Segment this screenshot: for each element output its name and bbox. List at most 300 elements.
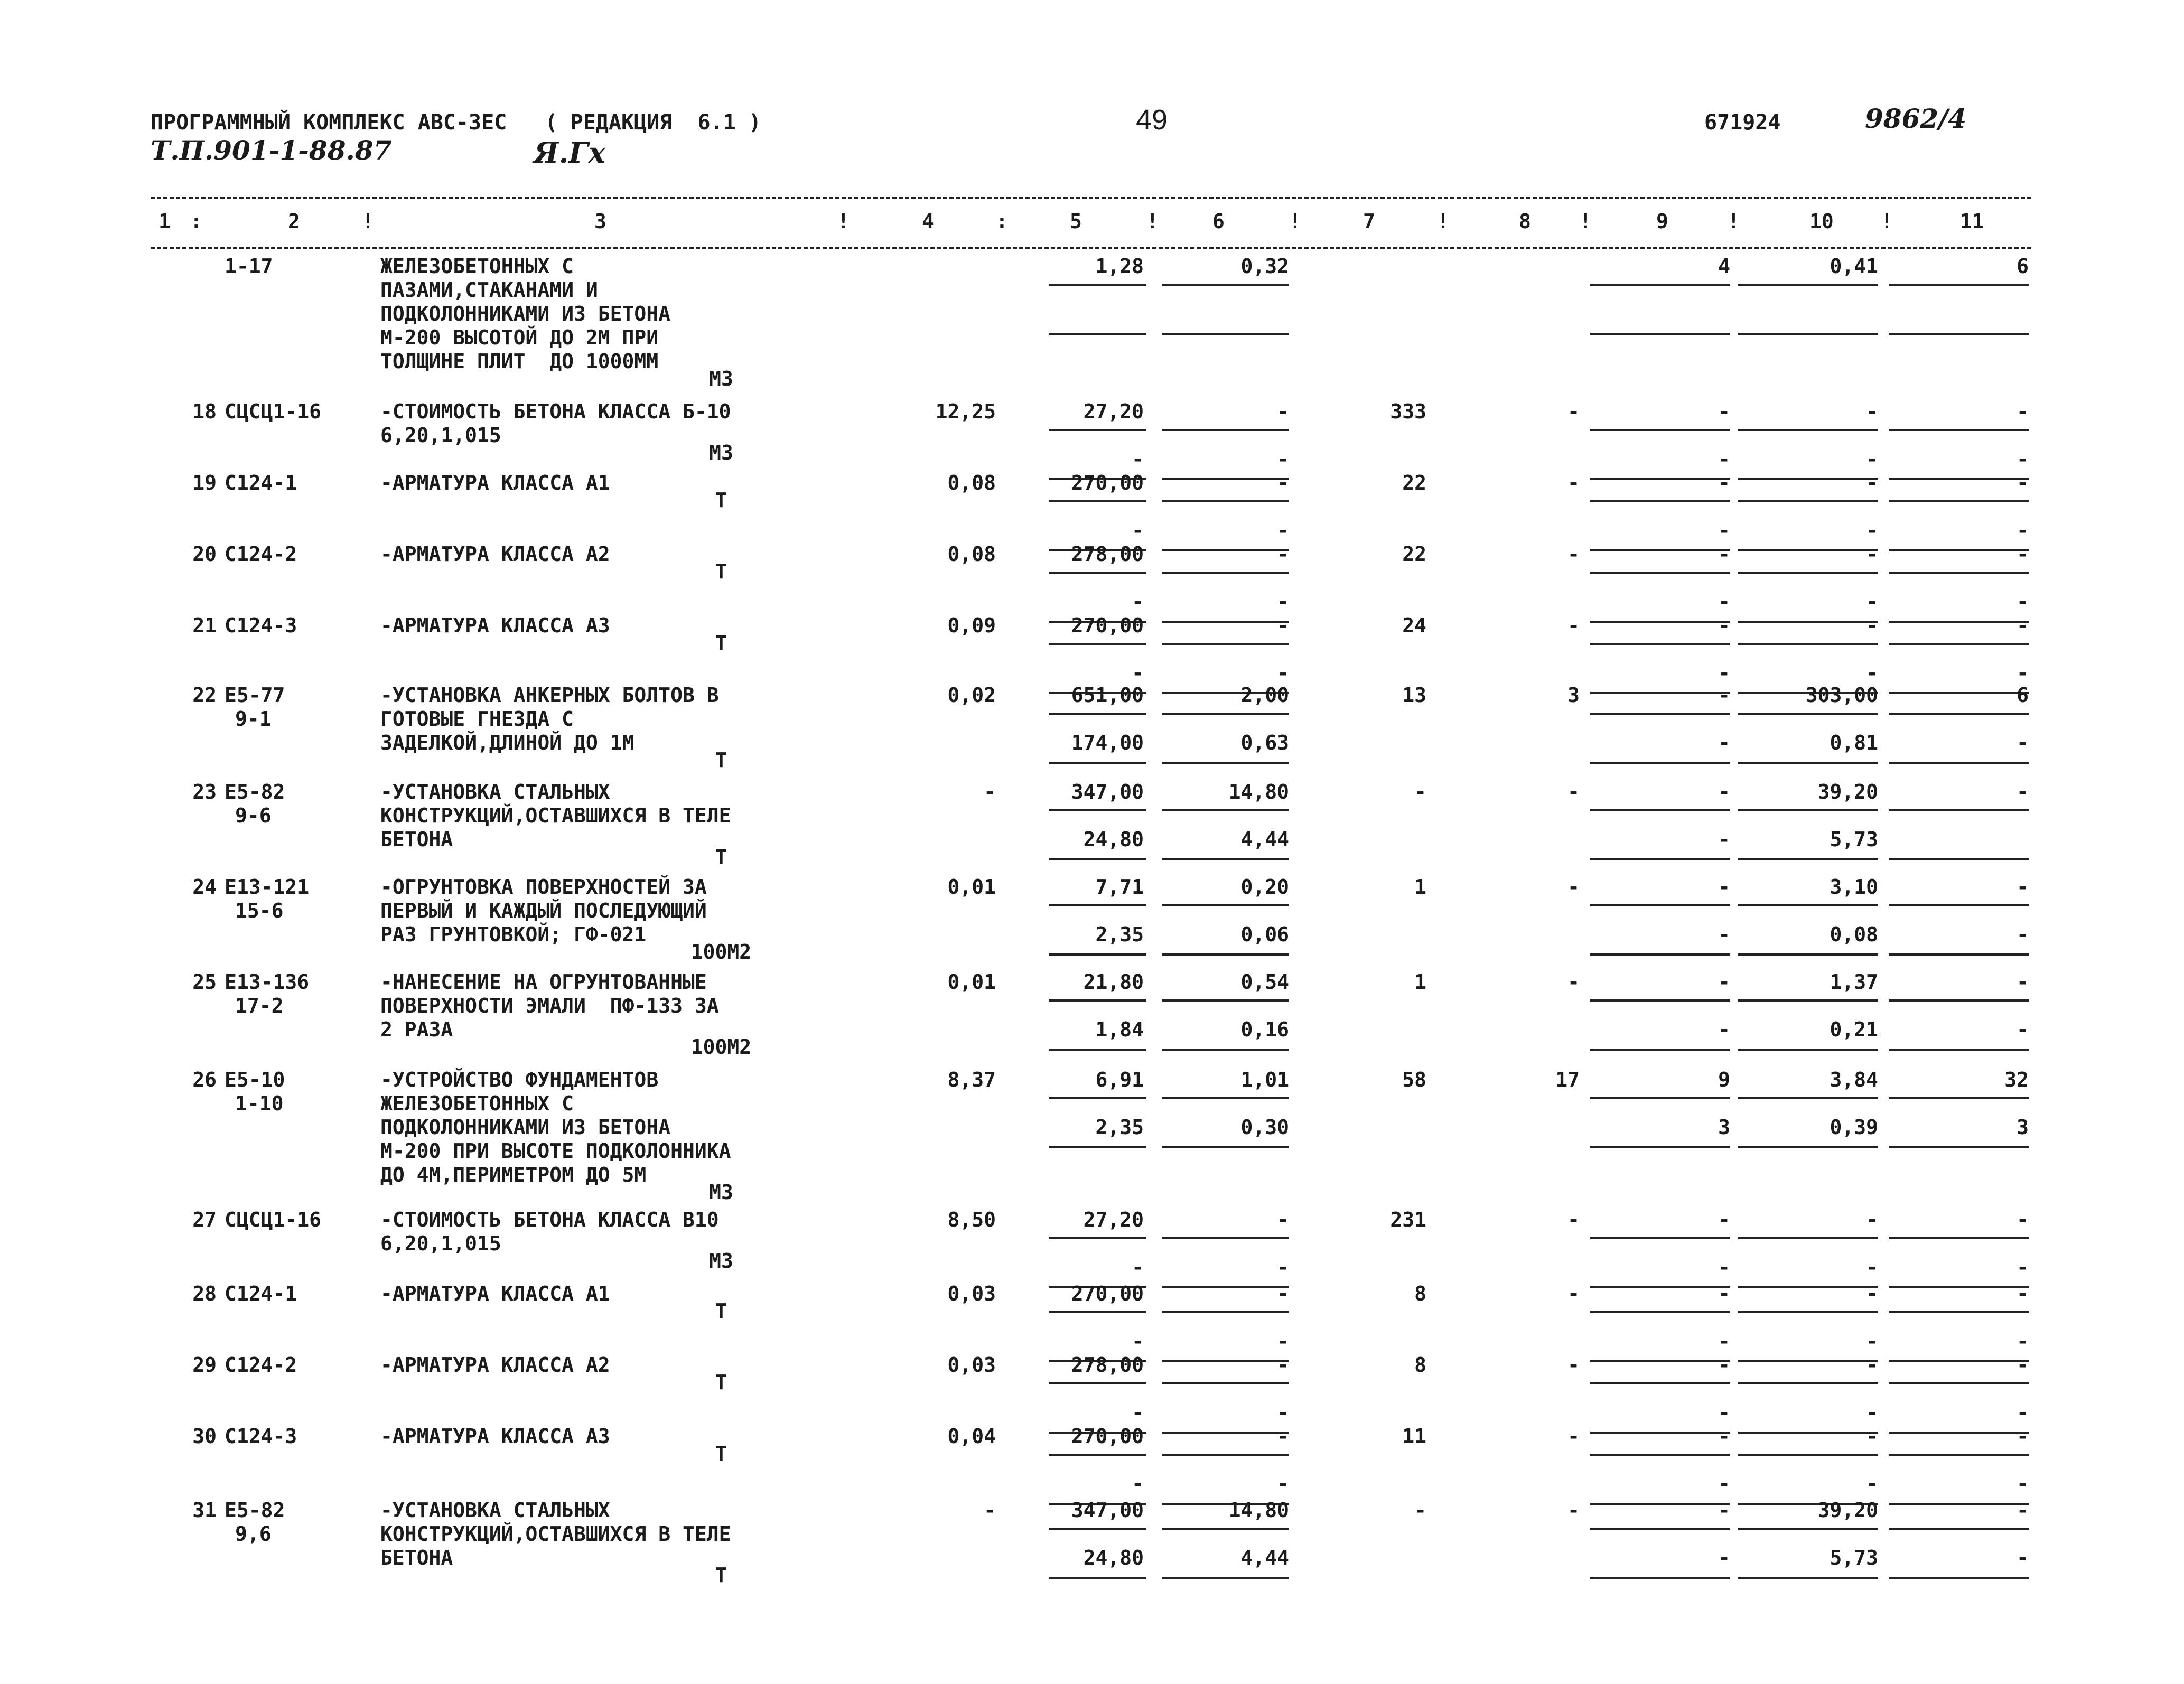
cell-col8: -: [1567, 970, 1580, 994]
cell-col10: -: [1866, 1282, 1878, 1305]
cell-col7: 58: [1402, 1068, 1426, 1091]
value-rule: [1889, 333, 2029, 335]
row-description-line: -НАНЕСЕНИЕ НА ОГРУНТОВАННЫЕ: [380, 970, 707, 994]
cell-col11: -: [2017, 875, 2029, 899]
value-rule: [1738, 1097, 1878, 1099]
value-rule: [1590, 1382, 1730, 1384]
cell-col7: -: [1414, 780, 1426, 803]
row-description-line: ПОДКОЛОННИКАМИ ИЗ БЕТОНА: [380, 302, 671, 325]
row-code: Е5-77: [225, 684, 285, 707]
row-unit: Т: [715, 749, 727, 772]
value-rule: [1049, 1528, 1146, 1530]
cell-col10-secondary: -: [1866, 447, 1878, 471]
value-rule: [1162, 999, 1289, 1002]
value-rule: [1049, 1311, 1146, 1313]
cell-col5-secondary: -: [1132, 590, 1144, 613]
value-rule: [1738, 762, 1878, 764]
cell-col7: 8: [1414, 1282, 1426, 1305]
row-description-line: -ОГРУНТОВКА ПОВЕРХНОСТЕЙ ЗА: [380, 875, 707, 899]
cell-col4: 0,09: [947, 614, 996, 637]
cell-col9-secondary: -: [1718, 1018, 1730, 1041]
cell-col7: 8: [1414, 1353, 1426, 1377]
cell-col11: -: [2017, 1425, 2029, 1448]
value-rule: [1889, 858, 2029, 860]
cell-col11-secondary: -: [2017, 1018, 2029, 1041]
cell-col5-secondary: -: [1132, 1472, 1144, 1495]
row-number: 31: [192, 1499, 217, 1522]
value-rule: [1590, 284, 1730, 286]
column-separator: :: [190, 210, 202, 233]
value-rule: [1889, 999, 2029, 1002]
cell-col5: 651,00: [1071, 684, 1144, 707]
cell-col5-secondary: -: [1132, 1330, 1144, 1353]
row-number: 22: [192, 684, 217, 707]
cell-col6-secondary: -: [1277, 1330, 1289, 1353]
value-rule: [1889, 904, 2029, 906]
cell-col6: 14,80: [1228, 1499, 1289, 1522]
value-rule: [1162, 1097, 1289, 1099]
row-code-secondary: 9-1: [235, 707, 272, 731]
cell-col6: -: [1277, 1282, 1289, 1305]
cell-col4: 8,37: [947, 1068, 996, 1091]
cell-col6-secondary: -: [1277, 1472, 1289, 1495]
cell-col10: 3,84: [1830, 1068, 1878, 1091]
cell-col10-secondary: -: [1866, 661, 1878, 685]
row-number: 27: [192, 1208, 217, 1231]
cell-col9: 9: [1718, 1068, 1730, 1091]
cell-col10: -: [1866, 1208, 1878, 1231]
column-number-6: 6: [1212, 210, 1225, 233]
row-code: 1-17: [225, 255, 273, 278]
cell-col5-secondary: -: [1132, 1401, 1144, 1424]
program-title: ПРОГРАММНЫЙ КОМПЛЕКС АВС-3ЕС ( РЕДАКЦИЯ 6.1 ): [151, 110, 761, 135]
cell-col6-secondary: -: [1277, 519, 1289, 542]
cell-col10-secondary: -: [1866, 1472, 1878, 1495]
cell-col11-secondary: -: [2017, 1330, 2029, 1353]
value-rule: [1049, 333, 1146, 335]
column-separator: !: [1580, 210, 1592, 233]
cell-col10: -: [1866, 471, 1878, 494]
cell-col6-secondary: 0,16: [1240, 1018, 1289, 1041]
cell-col6-secondary: -: [1277, 590, 1289, 613]
value-rule: [1889, 572, 2029, 574]
cell-col7: 1: [1414, 875, 1426, 899]
cell-col6-secondary: -: [1277, 661, 1289, 685]
cell-col11: -: [2017, 1282, 2029, 1305]
value-rule: [1049, 858, 1146, 860]
cell-col10: 39,20: [1817, 1499, 1878, 1522]
table-header-rule: [151, 247, 2031, 249]
row-code: С124-1: [225, 471, 297, 494]
cell-col7: 13: [1402, 684, 1426, 707]
cell-col6: -: [1277, 614, 1289, 637]
row-code-secondary: 9,6: [235, 1522, 272, 1546]
value-rule: [1049, 1382, 1146, 1384]
cell-col7: 22: [1402, 542, 1426, 566]
column-separator: !: [1146, 210, 1159, 233]
value-rule: [1590, 999, 1730, 1002]
row-description-line: БЕТОНА: [380, 828, 453, 851]
row-description-line: ПЕРВЫЙ И КАЖДЫЙ ПОСЛЕДУЮЩИЙ: [380, 899, 707, 922]
cell-col10-secondary: -: [1866, 590, 1878, 613]
cell-col5-secondary: 24,80: [1083, 1546, 1144, 1569]
cell-col10: 303,00: [1805, 684, 1878, 707]
value-rule: [1590, 643, 1730, 645]
cell-col11-secondary: -: [2017, 590, 2029, 613]
cell-col4: 0,03: [947, 1353, 996, 1377]
cell-col9: -: [1718, 684, 1730, 707]
column-number-3: 3: [594, 210, 606, 233]
value-rule: [1049, 643, 1146, 645]
value-rule: [1889, 953, 2029, 956]
cell-col9: -: [1718, 1425, 1730, 1448]
cell-col6: -: [1277, 471, 1289, 494]
value-rule: [1889, 1237, 2029, 1239]
value-rule: [1162, 1454, 1289, 1456]
row-description-line: М-200 ВЫСОТОЙ ДО 2М ПРИ: [380, 326, 659, 349]
cell-col9-secondary: -: [1718, 447, 1730, 471]
cell-col8: -: [1567, 614, 1580, 637]
value-rule: [1162, 1382, 1289, 1384]
cell-col5: 278,00: [1071, 1353, 1144, 1377]
cell-col5: 1,28: [1095, 255, 1144, 278]
cell-col11: 6: [2017, 255, 2029, 278]
row-unit: Т: [715, 1442, 727, 1465]
cell-col11-secondary: -: [2017, 1256, 2029, 1279]
row-description-line: РАЗ ГРУНТОВКОЙ; ГФ-021: [380, 923, 647, 946]
value-rule: [1590, 1146, 1730, 1148]
row-description-line: 2 РАЗА: [380, 1018, 453, 1041]
row-description-line: ПОДКОЛОННИКАМИ ИЗ БЕТОНА: [380, 1116, 671, 1139]
value-rule: [1049, 953, 1146, 956]
row-code: С124-3: [225, 614, 297, 637]
row-code-secondary: 17-2: [235, 994, 284, 1017]
cell-col9-secondary: -: [1718, 923, 1730, 946]
value-rule: [1162, 1528, 1289, 1530]
cell-col6: 0,32: [1240, 255, 1289, 278]
cell-col10-secondary: 0,39: [1830, 1116, 1878, 1139]
cell-col4: 0,01: [947, 970, 996, 994]
row-number: 28: [192, 1282, 217, 1305]
value-rule: [1738, 999, 1878, 1002]
cell-col9-secondary: -: [1718, 661, 1730, 685]
value-rule: [1590, 1049, 1730, 1051]
value-rule: [1162, 858, 1289, 860]
value-rule: [1738, 713, 1878, 715]
row-description-line: -УСТРОЙСТВО ФУНДАМЕНТОВ: [380, 1068, 659, 1091]
value-rule: [1049, 999, 1146, 1002]
value-rule: [1889, 500, 2029, 502]
cell-col6-secondary: -: [1277, 1401, 1289, 1424]
row-description-line: ЖЕЛЕЗОБЕТОННЫХ С: [380, 255, 574, 278]
row-unit: М3: [709, 1249, 733, 1273]
value-rule: [1049, 1577, 1146, 1579]
cell-col6: 0,20: [1240, 875, 1289, 899]
value-rule: [1889, 429, 2029, 431]
value-rule: [1590, 713, 1730, 715]
value-rule: [1162, 713, 1289, 715]
cell-col6: 1,01: [1240, 1068, 1289, 1091]
cell-col6-secondary: 4,44: [1240, 1546, 1289, 1569]
row-unit: Т: [715, 489, 727, 512]
value-rule: [1738, 1146, 1878, 1148]
row-description-line: ЗАДЕЛКОЙ,ДЛИНОЙ ДО 1М: [380, 731, 634, 754]
page-number: 49: [1136, 104, 1168, 136]
row-code: Е5-82: [225, 1499, 285, 1522]
row-unit: М3: [709, 367, 733, 390]
value-rule: [1049, 1237, 1146, 1239]
row-code: СЦСЦ1-16: [225, 1208, 322, 1231]
value-rule: [1889, 809, 2029, 811]
cell-col10-secondary: -: [1866, 519, 1878, 542]
cell-col4: 0,03: [947, 1282, 996, 1305]
value-rule: [1889, 1382, 2029, 1384]
cell-col6-secondary: 0,06: [1240, 923, 1289, 946]
cell-col8: -: [1567, 1425, 1580, 1448]
cell-col8: -: [1567, 1282, 1580, 1305]
cell-col6: -: [1277, 1353, 1289, 1377]
cell-col11-secondary: -: [2017, 1472, 2029, 1495]
row-number: 29: [192, 1353, 217, 1377]
cell-col10: -: [1866, 614, 1878, 637]
row-number: 30: [192, 1425, 217, 1448]
value-rule: [1162, 429, 1289, 431]
cell-col5-secondary: -: [1132, 447, 1144, 471]
cell-col9-secondary: -: [1718, 731, 1730, 754]
document-code: 671924: [1704, 110, 1781, 135]
cell-col9: 4: [1718, 255, 1730, 278]
cell-col5: 270,00: [1071, 1282, 1144, 1305]
column-number-8: 8: [1519, 210, 1531, 233]
row-description-line: -АРМАТУРА КЛАССА А1: [380, 1282, 610, 1305]
cell-col9: -: [1718, 1208, 1730, 1231]
value-rule: [1049, 713, 1146, 715]
value-rule: [1162, 1311, 1289, 1313]
cell-col9: -: [1718, 400, 1730, 423]
cell-col10: -: [1866, 542, 1878, 566]
column-separator: !: [1728, 210, 1740, 233]
row-unit: Т: [715, 1371, 727, 1394]
value-rule: [1162, 762, 1289, 764]
column-separator: !: [362, 210, 374, 233]
column-separator: !: [837, 210, 850, 233]
cell-col10: -: [1866, 400, 1878, 423]
value-rule: [1049, 809, 1146, 811]
value-rule: [1738, 1049, 1878, 1051]
column-number-7: 7: [1363, 210, 1375, 233]
cell-col6: 0,54: [1240, 970, 1289, 994]
value-rule: [1590, 1097, 1730, 1099]
cell-col5: 21,80: [1083, 970, 1144, 994]
cell-col10-secondary: -: [1866, 1330, 1878, 1353]
cell-col5-secondary: 24,80: [1083, 828, 1144, 851]
cell-col9: -: [1718, 614, 1730, 637]
row-description-line: -УСТАНОВКА СТАЛЬНЫХ: [380, 780, 610, 803]
row-unit: 100М2: [690, 1035, 752, 1059]
row-code-secondary: 9-6: [235, 804, 272, 827]
value-rule: [1738, 1237, 1878, 1239]
row-description-line: КОНСТРУКЦИЙ,ОСТАВШИХСЯ В ТЕЛЕ: [380, 804, 731, 827]
value-rule: [1590, 953, 1730, 956]
cell-col11: -: [2017, 400, 2029, 423]
column-number-11: 11: [1960, 210, 1984, 233]
row-code: СЦСЦ1-16: [225, 400, 322, 423]
row-code: С124-2: [225, 1353, 297, 1377]
row-number: 21: [192, 614, 217, 637]
value-rule: [1590, 1577, 1730, 1579]
value-rule: [1889, 1146, 2029, 1148]
column-separator: :: [996, 210, 1008, 233]
row-description-line: 6,20,1,015: [380, 1232, 501, 1255]
cell-col9: -: [1718, 875, 1730, 899]
cell-col11: -: [2017, 471, 2029, 494]
row-description-line: КОНСТРУКЦИЙ,ОСТАВШИХСЯ В ТЕЛЕ: [380, 1522, 731, 1546]
value-rule: [1590, 904, 1730, 906]
cell-col10-secondary: 5,73: [1830, 828, 1878, 851]
cell-col7: -: [1414, 1499, 1426, 1522]
value-rule: [1590, 1311, 1730, 1313]
value-rule: [1162, 643, 1289, 645]
cell-col8: -: [1567, 875, 1580, 899]
cell-col5: 347,00: [1071, 780, 1144, 803]
cell-col11-secondary: 3: [2017, 1116, 2029, 1139]
cell-col11: -: [2017, 970, 2029, 994]
cell-col6-secondary: -: [1277, 447, 1289, 471]
cell-col11: -: [2017, 614, 2029, 637]
value-rule: [1590, 333, 1730, 335]
row-unit: Т: [715, 1564, 727, 1587]
value-rule: [1590, 572, 1730, 574]
cell-col4: 8,50: [947, 1208, 996, 1231]
column-separator: !: [1881, 210, 1893, 233]
value-rule: [1590, 1528, 1730, 1530]
row-description-line: М-200 ПРИ ВЫСОТЕ ПОДКОЛОННИКА: [380, 1139, 731, 1163]
cell-col11-secondary: -: [2017, 519, 2029, 542]
cell-col9-secondary: -: [1718, 1330, 1730, 1353]
cell-col9-secondary: 3: [1718, 1116, 1730, 1139]
row-description-line: ГОТОВЫЕ ГНЕЗДА С: [380, 707, 574, 731]
cell-col5: 27,20: [1083, 400, 1144, 423]
value-rule: [1738, 1454, 1878, 1456]
value-rule: [1889, 1577, 2029, 1579]
row-number: 19: [192, 471, 217, 494]
row-code-secondary: 1-10: [235, 1092, 284, 1115]
row-description-line: 6,20,1,015: [380, 424, 501, 447]
cell-col4: 0,04: [947, 1425, 996, 1448]
value-rule: [1590, 429, 1730, 431]
cell-col7: 231: [1390, 1208, 1426, 1231]
value-rule: [1738, 1382, 1878, 1384]
value-rule: [1738, 1577, 1878, 1579]
row-code: Е5-10: [225, 1068, 285, 1091]
value-rule: [1738, 1528, 1878, 1530]
value-rule: [1049, 500, 1146, 502]
cell-col5-secondary: 1,84: [1095, 1018, 1144, 1041]
value-rule: [1049, 1454, 1146, 1456]
cell-col7: 24: [1402, 614, 1426, 637]
column-number-4: 4: [922, 210, 934, 233]
cell-col9-secondary: -: [1718, 1472, 1730, 1495]
value-rule: [1738, 572, 1878, 574]
cell-col11: 6: [2017, 684, 2029, 707]
value-rule: [1162, 904, 1289, 906]
cell-col5: 270,00: [1071, 614, 1144, 637]
cell-col5: 7,71: [1095, 875, 1144, 899]
cell-col8: -: [1567, 780, 1580, 803]
value-rule: [1889, 1311, 2029, 1313]
row-description-line: -УСТАНОВКА СТАЛЬНЫХ: [380, 1499, 610, 1522]
value-rule: [1738, 858, 1878, 860]
cell-col6: 2,00: [1240, 684, 1289, 707]
row-unit: Т: [715, 845, 727, 868]
row-description-line: ЖЕЛЕЗОБЕТОННЫХ С: [380, 1092, 574, 1115]
row-unit: М3: [709, 441, 733, 464]
row-number: 26: [192, 1068, 217, 1091]
value-rule: [1162, 1577, 1289, 1579]
row-code: С124-2: [225, 542, 297, 566]
cell-col8: 3: [1567, 684, 1580, 707]
row-number: 20: [192, 542, 217, 566]
cell-col11: 32: [2004, 1068, 2029, 1091]
value-rule: [1889, 284, 2029, 286]
cell-col11-secondary: -: [2017, 1546, 2029, 1569]
cell-col5: 347,00: [1071, 1499, 1144, 1522]
cell-col5: 6,91: [1095, 1068, 1144, 1091]
row-code-secondary: 15-6: [235, 899, 284, 922]
value-rule: [1738, 500, 1878, 502]
cell-col11-secondary: -: [2017, 923, 2029, 946]
row-description-line: -АРМАТУРА КЛАССА А2: [380, 542, 610, 566]
cell-col9: -: [1718, 780, 1730, 803]
value-rule: [1889, 1049, 2029, 1051]
row-description-line: БЕТОНА: [380, 1546, 453, 1569]
cell-col11: -: [2017, 1499, 2029, 1522]
value-rule: [1162, 1237, 1289, 1239]
cell-col6-secondary: 4,44: [1240, 828, 1289, 851]
column-number-10: 10: [1809, 210, 1834, 233]
value-rule: [1049, 284, 1146, 286]
row-description-line: -АРМАТУРА КЛАССА А3: [380, 614, 610, 637]
cell-col9-secondary: -: [1718, 590, 1730, 613]
cell-col9: -: [1718, 1353, 1730, 1377]
row-description-line: ТОЛЩИНЕ ПЛИТ ДО 1000ММ: [380, 350, 659, 373]
value-rule: [1162, 500, 1289, 502]
cell-col11-secondary: -: [2017, 447, 2029, 471]
cell-col10: 1,37: [1830, 970, 1878, 994]
row-description-line: ПОВЕРХНОСТИ ЭМАЛИ ПФ-133 ЗА: [380, 994, 719, 1017]
row-number: 23: [192, 780, 217, 803]
value-rule: [1049, 762, 1146, 764]
value-rule: [1889, 1097, 2029, 1099]
cell-col8: -: [1567, 542, 1580, 566]
cell-col8: 17: [1555, 1068, 1580, 1091]
row-code: Е5-82: [225, 780, 285, 803]
column-number-1: 1: [158, 210, 171, 233]
cell-col9: -: [1718, 1499, 1730, 1522]
column-separator: !: [1289, 210, 1301, 233]
cell-col9-secondary: -: [1718, 519, 1730, 542]
column-number-9: 9: [1656, 210, 1668, 233]
row-description-line: -АРМАТУРА КЛАССА А1: [380, 471, 610, 494]
cell-col8: -: [1567, 1208, 1580, 1231]
cell-col10-secondary: 5,73: [1830, 1546, 1878, 1569]
value-rule: [1889, 1454, 2029, 1456]
row-number: 18: [192, 400, 217, 423]
cell-col11-secondary: -: [2017, 661, 2029, 685]
cell-col5: 278,00: [1071, 542, 1144, 566]
value-rule: [1889, 713, 2029, 715]
cell-col6-secondary: 0,30: [1240, 1116, 1289, 1139]
